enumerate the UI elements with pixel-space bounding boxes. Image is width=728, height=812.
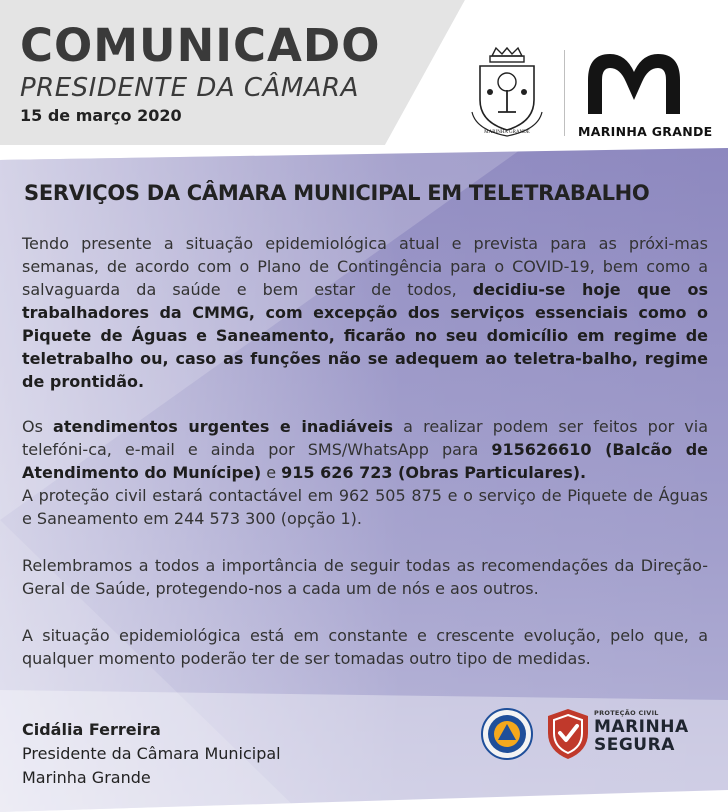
header-divider [564,50,565,136]
marinha-segura-line2: SEGURA [594,735,675,755]
brand-logo-text: MARINHA GRANDE [578,124,713,139]
paragraph1-text: Tendo presente a situação epidemiológica atual e prevista para as próxi-mas semanas, de acordo com o Plano de Contingência para o COVID-19, bem como a salvaguarda da saúde e bem estar de todos, [22,234,708,299]
main-heading: SERVIÇOS DA CÂMARA MUNICIPAL EM TELETRABALHO [24,181,650,205]
paragraph-contacts [22,415,708,530]
civil-protection-emblem-icon [481,708,533,760]
paragraph2-text-1: Os [22,417,54,436]
signature-block [22,718,281,790]
paragraph2-bold-2: 915626610 (Balcão de Atendimento do Munícipe) [22,440,708,482]
page-title: COMUNICADO [20,19,381,72]
paragraph-teletrabalho [22,232,708,393]
paragraph2-line2: A proteção civil estará contactável em 962 505 875 e o serviço de Piquete de Águas e Saneamento em 244 573 300 (opção 1). [22,486,708,528]
crest-text: MARINHA GRANDE [484,130,530,135]
paragraph2-bold-3: 915 626 723 (Obras Particulares). [281,463,587,482]
paragraph-recommendations: Relembramos a todos a importância de seguir todas as recomendações da Direção-Geral de Saúde, protegendo-nos a cada um de nós e aos outros. [22,556,708,598]
paragraph1-bold: decidiu-se hoje que os trabalhadores da CMMG, com excepção dos serviços essenciais como o Piquete de Águas e Saneamento, ficarão no seu domicílio em regime de teletrabalho ou, caso as funções não se adequem ao teletra-balho, regime de prontidão. [22,280,708,391]
date-label: 15 de março 2020 [20,106,182,125]
marinha-segura-small: PROTEÇÃO CIVIL [594,709,659,717]
marinha-segura-logo [594,709,689,754]
paragraph2-bold-1: atendimentos urgentes e inadiáveis [53,417,394,436]
shield-check-icon [546,707,590,761]
marinha-grande-m-logo-icon [580,48,688,118]
signature-place: Marinha Grande [22,768,151,787]
paragraph2-text-3: e [261,463,282,482]
signature-role: Presidente da Câmara Municipal [22,744,281,763]
paragraph-evolution: A situação epidemiológica está em constante e crescente evolução, pelo que, a qualquer momento poderão ter de ser tomadas outro tipo de medidas. [22,626,708,668]
marinha-segura-line1: MARINHA [594,717,689,737]
municipal-coat-of-arms-icon [462,46,552,138]
page-subtitle: PRESIDENTE DA CÂMARA [20,73,359,103]
signature-name: Cidália Ferreira [22,720,161,739]
paragraph2-text-2: a realizar podem ser feitos por via telefóni-ca, e-mail e ainda por SMS/WhatsApp para [22,417,709,459]
